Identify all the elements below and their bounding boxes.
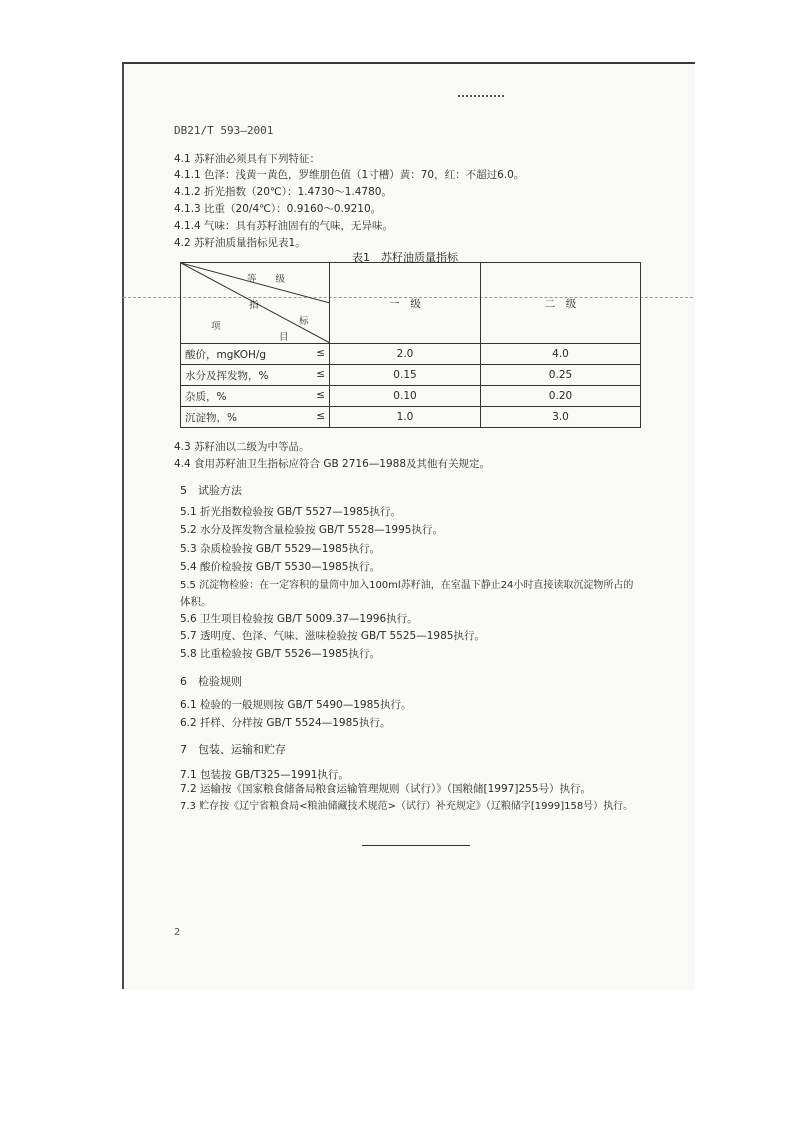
clause-4-3: 4.3 苏籽油以二级为中等品。 [174,441,310,453]
table-row [181,344,641,365]
header-label-item-1: 项 [211,321,221,332]
clause-5-1: 5.1 折光指数检验按 GB/T 5527—1985执行。 [180,506,401,518]
grade-1-header: 一 级 [330,263,481,344]
clause-5-3: 5.3 杂质检验按 GB/T 5529—1985执行。 [180,543,380,555]
grade-2-value: 3.0 [481,407,641,428]
section-5-title: 5 试验方法 [180,484,242,497]
clause-5-5: 5.5 沉淀物检验：在一定容积的量筒中加入100ml苏籽油，在室温下静止24小时直接读取沉淀物所占的 [180,580,634,591]
header-label-index-2: 标 [299,316,309,327]
row-label: 沉淀物，% [185,412,237,424]
clause-5-5-cont: 体积。 [180,596,212,608]
clause-4-1-4: 4.1.4 气味：具有苏籽油固有的气味，无异味。 [174,220,394,232]
grade-1-value: 0.10 [330,386,481,407]
table-caption: 表1 苏籽油质量指标 [352,251,458,264]
clause-5-8: 5.8 比重检验按 GB/T 5526—1985执行。 [180,648,380,660]
clause-5-4: 5.4 酸价检验按 GB/T 5530—1985执行。 [180,561,380,573]
clause-5-2: 5.2 水分及挥发物含量检验按 GB/T 5528—1995执行。 [180,524,443,536]
row-symbol: ≤ [316,347,325,359]
clause-6-2: 6.2 扦样、分样按 GB/T 5524—1985执行。 [180,717,391,729]
row-name-cell [181,407,330,428]
row-label: 杂质，% [185,391,227,403]
clause-4-1: 4.1 苏籽油必须具有下列特征： [174,153,321,165]
clause-5-7: 5.7 透明度、色泽、气味、滋味检验按 GB/T 5525—1985执行。 [180,630,485,642]
header-label-grade: 等 级 [247,274,286,285]
diagonal-header-cell [181,263,330,344]
row-symbol: ≤ [316,410,325,422]
clause-4-1-2: 4.1.2 折光指数（20℃）：1.4730～1.4780。 [174,186,392,198]
end-rule [362,845,470,846]
grade-2-value: 4.0 [481,344,641,365]
row-label: 水分及挥发物，% [185,370,269,382]
row-symbol: ≤ [316,389,325,401]
grade-1-value: 1.0 [330,407,481,428]
row-name-cell [181,365,330,386]
quality-index-table [180,262,641,428]
header-label-index-1: 指 [249,300,259,311]
clause-4-4: 4.4 食用苏籽油卫生指标应符合 GB 2716—1988及其他有关规定。 [174,458,490,470]
clause-4-2: 4.2 苏籽油质量指标见表1。 [174,237,306,249]
row-name-cell [181,344,330,365]
clause-7-3: 7.3 贮存按《辽宁省粮食局<粮油储藏技术规范>（试行）补充规定》（辽粮储字[1999]158号）执行。 [180,801,634,812]
grade-1-value: 0.15 [330,365,481,386]
row-label: 酸价，mgKOH/g [185,349,267,361]
clause-4-1-1: 4.1.1 色泽：浅黄一黄色，罗维朋色值（1寸槽）黄：70，红：不超过6.0。 [174,169,525,181]
clause-5-6: 5.6 卫生项目检验按 GB/T 5009.37—1996执行。 [180,613,418,625]
grade-2-value: 0.20 [481,386,641,407]
clause-7-2: 7.2 运输按《国家粮食储备局粮食运输管理规则（试行）》（国粮储[1997]255号）执行。 [180,783,591,795]
section-6-title: 6 检验规则 [180,675,242,688]
row-name-cell [181,386,330,407]
clause-7-1: 7.1 包装按 GB/T325—1991执行。 [180,769,349,781]
table-row [181,386,641,407]
grade-2-value: 0.25 [481,365,641,386]
clause-4-1-3: 4.1.3 比重（20/4℃）：0.9160～0.9210。 [174,203,382,215]
table-header-row [181,263,641,344]
page-number: 2 [174,927,181,938]
table-row [181,407,641,428]
grade-1-value: 2.0 [330,344,481,365]
header-label-item-2: 目 [279,332,289,343]
row-symbol: ≤ [316,368,325,380]
document-code: DB21/T 593—2001 [174,124,274,137]
table-row [181,365,641,386]
section-7-title: 7 包装、运输和贮存 [180,743,286,756]
clause-6-1: 6.1 检验的一般规则按 GB/T 5490—1985执行。 [180,699,412,711]
scan-mark [458,95,504,100]
grade-2-header: 二 级 [481,263,641,344]
